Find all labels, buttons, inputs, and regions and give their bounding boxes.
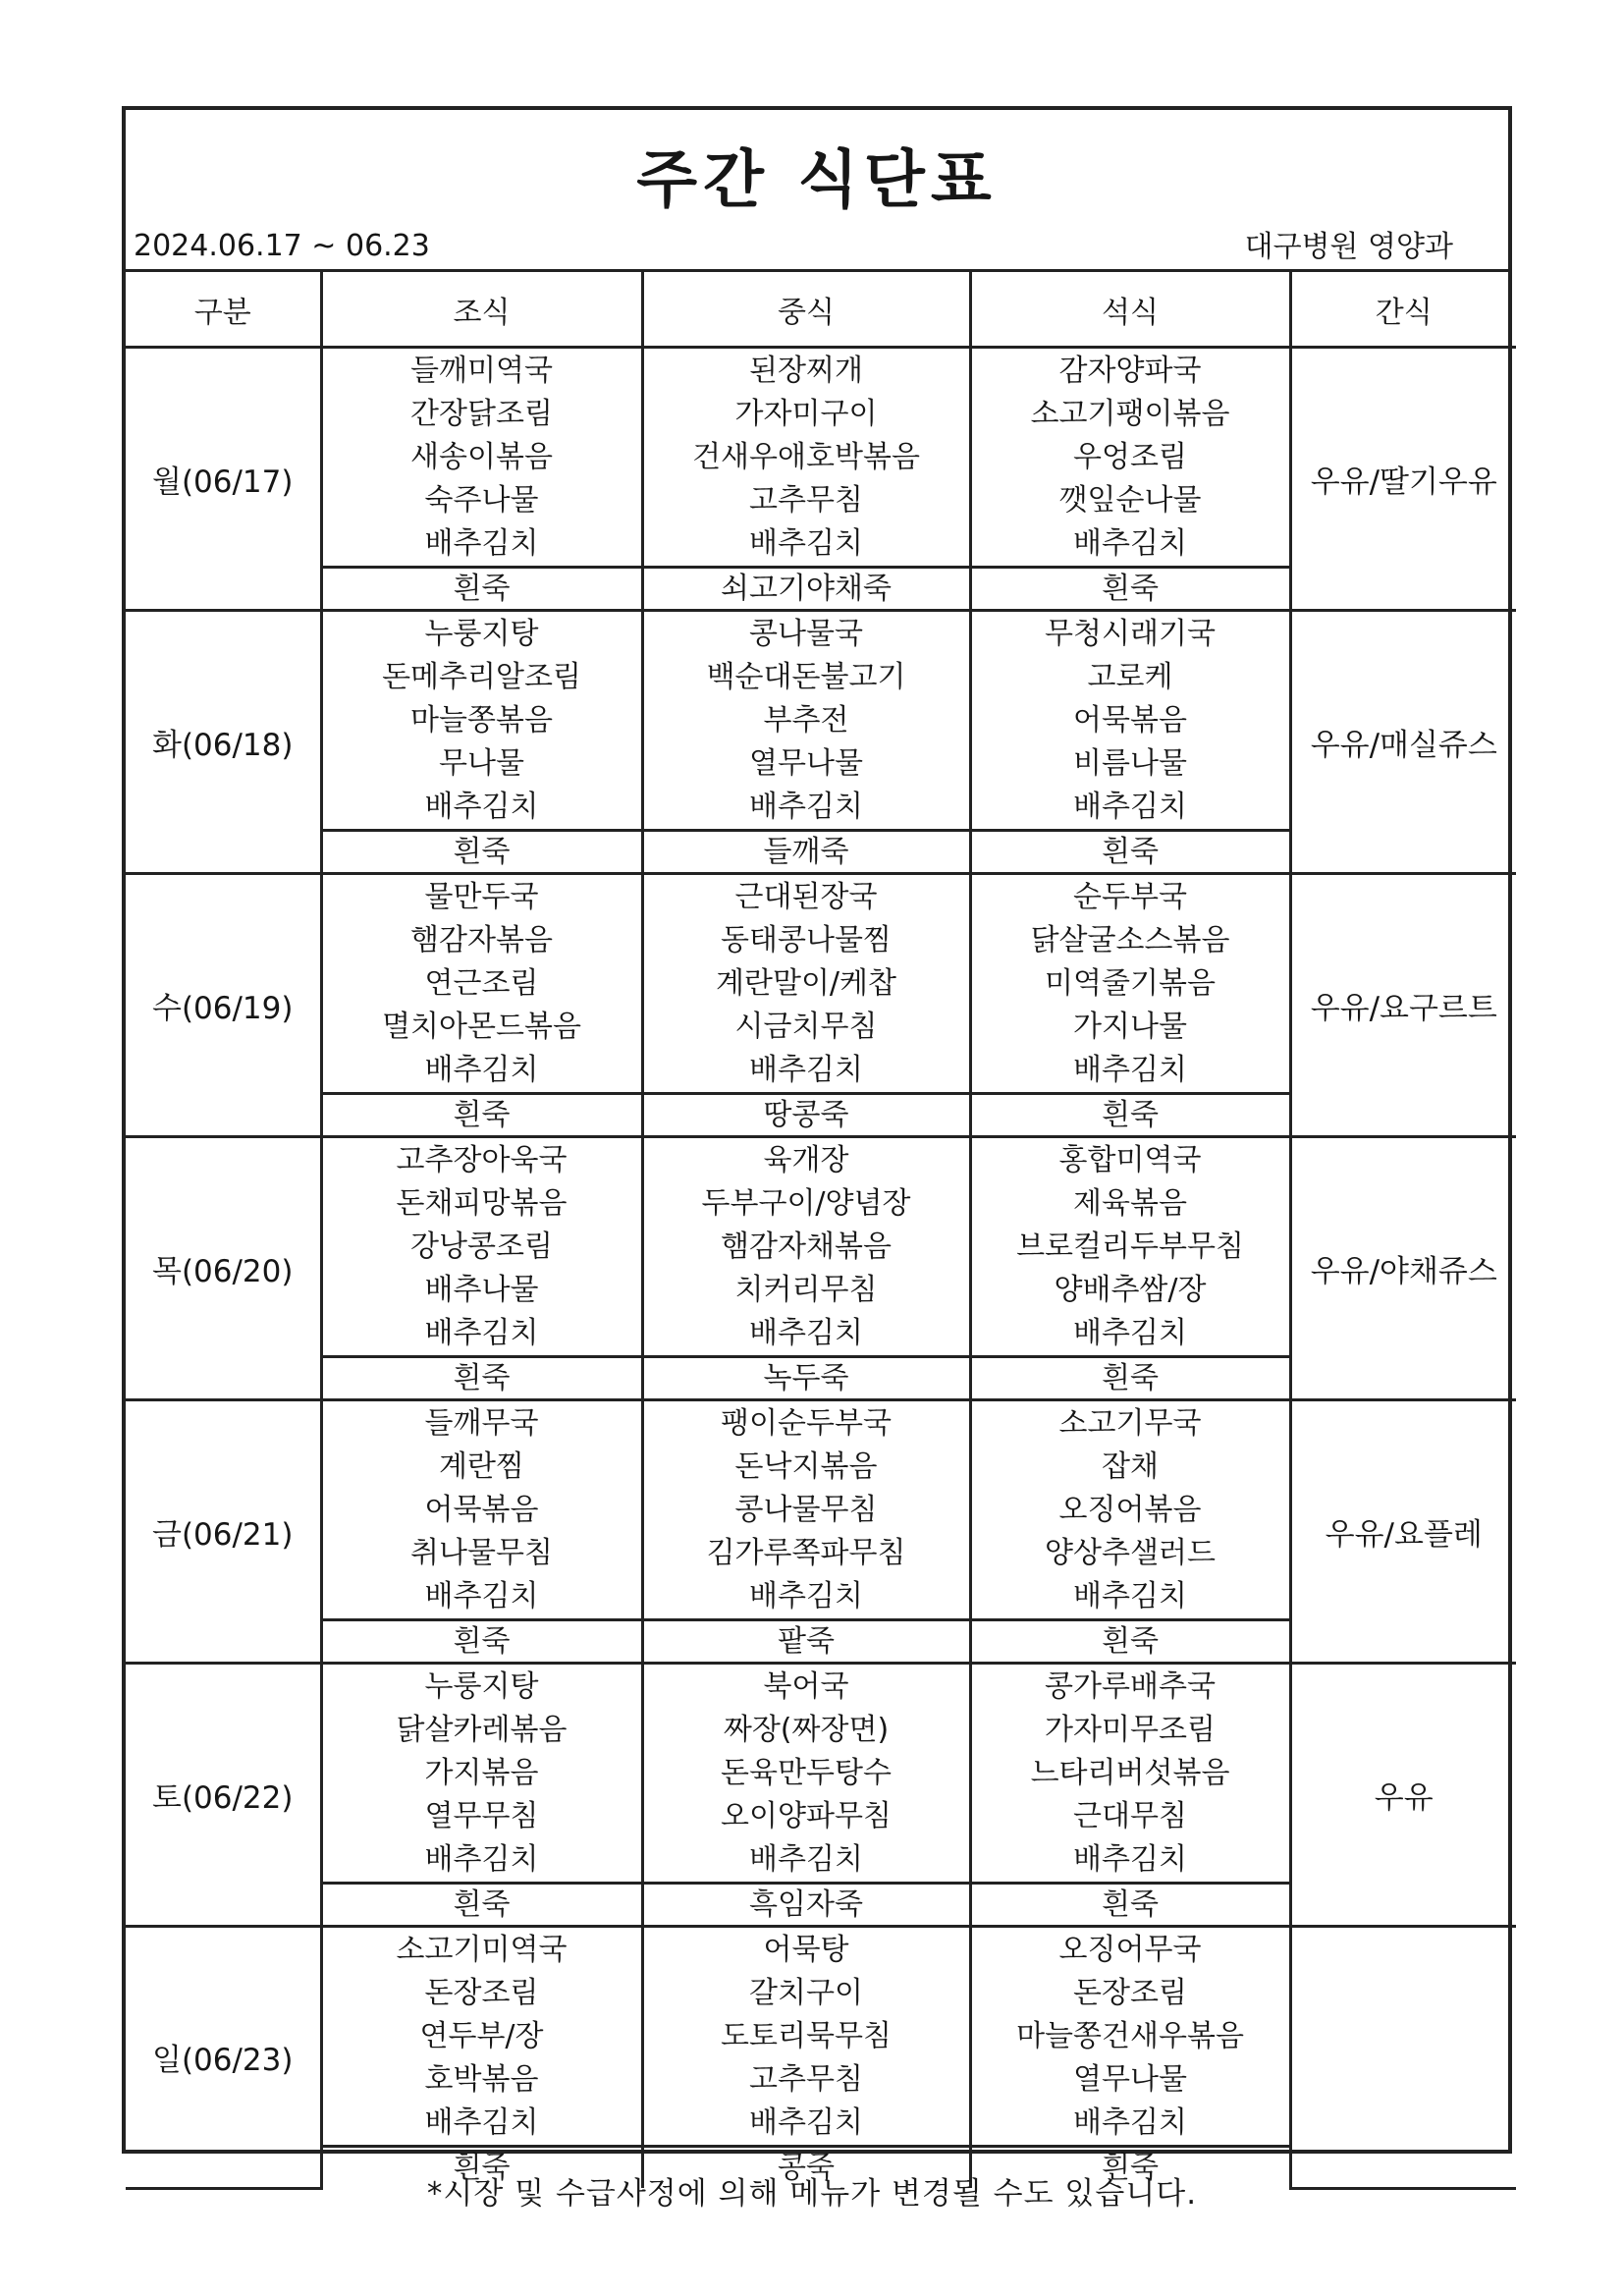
dinner-menu-item: 배추김치 [1073,2105,1187,2140]
dinner-cell [970,1927,1290,2147]
dinner-menu-item: 우엉조림 [1073,439,1187,474]
lunch-menu-item: 고추무침 [749,2061,863,2097]
menu-sheet [122,106,1512,2185]
day-label: 목(06/20) [126,1137,321,1400]
breakfast-menu-item: 배추김치 [424,1315,539,1350]
breakfast-menu-item: 호박볶음 [424,2061,539,2097]
day-row [126,1664,1516,1884]
lunch-cell [642,874,970,1094]
breakfast-cell [321,1137,642,1357]
dinner-menu-item: 닭살굴소스볶음 [1030,922,1230,957]
breakfast-menu-item: 돈채피망볶음 [396,1185,568,1221]
dinner-porridge: 흰죽 [970,2147,1290,2189]
breakfast-menu-item: 햄감자볶음 [410,922,553,957]
dinner-menu-item: 제육볶음 [1073,1185,1187,1221]
breakfast-menu-item: 배추김치 [424,525,539,561]
lunch-porridge: 땅콩죽 [642,1094,970,1137]
dinner-menu-item: 마늘쫑건새우볶음 [1016,2018,1244,2053]
lunch-menu-item: 된장찌개 [749,353,863,388]
lunch-menu-item: 햄감자채볶음 [721,1229,892,1264]
department-name: 대구병원 영양과 [1244,230,1453,264]
breakfast-menu-item: 무나물 [439,745,524,781]
dinner-menu-item: 브로컬리두부무침 [1016,1229,1244,1264]
lunch-cell [642,1137,970,1357]
breakfast-menu-item: 가지볶음 [424,1755,539,1790]
lunch-menu-item: 돈육만두탕수 [721,1755,892,1790]
lunch-menu-item: 배추김치 [749,1315,863,1350]
dinner-porridge: 흰죽 [970,831,1290,874]
lunch-menu-item: 계란말이/케찹 [716,965,896,1001]
breakfast-porridge: 흰죽 [321,568,642,611]
breakfast-menu-item: 고추장아욱국 [396,1142,568,1177]
day-row [126,1137,1516,1357]
dinner-menu-item: 양상추샐러드 [1045,1535,1216,1570]
breakfast-cell [321,1400,642,1620]
breakfast-menu-item: 배추김치 [424,1578,539,1613]
dinner-menu-item: 깻잎순나물 [1058,482,1202,518]
breakfast-menu-item: 닭살카레볶음 [396,1712,568,1747]
lunch-menu-item: 백순대돈불고기 [706,659,906,694]
lunch-menu-item: 배추김치 [749,2105,863,2140]
breakfast-menu-item: 배추김치 [424,2105,539,2140]
lunch-menu-item: 시금치무침 [734,1009,878,1044]
lunch-menu-item: 가자미구이 [734,396,878,431]
dinner-menu-item: 느타리버섯볶음 [1030,1755,1230,1790]
lunch-porridge: 들깨죽 [642,831,970,874]
column-header-breakfast: 조식 [321,272,642,348]
breakfast-menu-item: 들깨미역국 [410,353,553,388]
breakfast-menu-item: 배추나물 [424,1272,539,1307]
breakfast-menu-item: 숙주나물 [424,482,539,518]
lunch-menu-item: 부추전 [763,702,849,738]
dinner-menu-item: 배추김치 [1073,1315,1187,1350]
dinner-menu-item: 배추김치 [1073,1578,1187,1613]
column-header-lunch: 중식 [642,272,970,348]
lunch-porridge: 녹두죽 [642,1357,970,1400]
dinner-menu-item: 잡채 [1102,1449,1159,1484]
snack-cell: 우유/요플레 [1290,1400,1516,1664]
lunch-cell [642,1927,970,2147]
day-label: 일(06/23) [126,1927,321,2189]
breakfast-menu-item: 연두부/장 [419,2018,544,2053]
snack-cell: 우유/요구르트 [1290,874,1516,1137]
lunch-menu-item: 갈치구이 [749,1975,863,2010]
lunch-menu-item: 배추김치 [749,1578,863,1613]
day-label: 금(06/21) [126,1400,321,1664]
day-label: 수(06/19) [126,874,321,1137]
day-row [126,348,1516,568]
day-row [126,874,1516,1094]
day-row [126,1400,1516,1620]
breakfast-cell [321,1927,642,2147]
lunch-menu-item: 동태콩나물찜 [721,922,892,957]
lunch-porridge: 콩죽 [642,2147,970,2189]
lunch-porridge: 흑임자죽 [642,1884,970,1927]
dinner-menu-item: 미역줄기볶음 [1045,965,1216,1001]
page-title: 주간 식단표 [636,144,998,217]
day-row [126,1927,1516,2147]
lunch-menu-item: 열무나물 [749,745,863,781]
header-row [126,272,1516,348]
breakfast-cell [321,611,642,831]
breakfast-menu-item: 들깨무국 [424,1405,539,1441]
dinner-menu-item: 홍합미역국 [1058,1142,1202,1177]
lunch-menu-item: 오이양파무침 [721,1798,892,1833]
lunch-menu-item: 북어국 [763,1668,849,1704]
day-label: 토(06/22) [126,1664,321,1927]
day-label: 월(06/17) [126,348,321,611]
dinner-menu-item: 가지나물 [1073,1009,1187,1044]
breakfast-porridge: 흰죽 [321,1094,642,1137]
lunch-menu-item: 배추김치 [749,525,863,561]
lunch-menu-item: 팽이순두부국 [721,1405,892,1441]
dinner-porridge: 흰죽 [970,1357,1290,1400]
lunch-menu-item: 콩나물국 [749,616,863,651]
breakfast-menu-item: 누룽지탕 [424,1668,539,1704]
dinner-porridge: 흰죽 [970,568,1290,611]
dinner-cell [970,1400,1290,1620]
lunch-menu-item: 육개장 [763,1142,849,1177]
dinner-menu-item: 가자미무조림 [1045,1712,1216,1747]
dinner-menu-item: 소고기팽이볶음 [1030,396,1230,431]
lunch-menu-item: 콩나물무침 [734,1492,878,1527]
lunch-cell [642,1664,970,1884]
breakfast-menu-item: 마늘쫑볶음 [410,702,553,738]
breakfast-menu-item: 소고기미역국 [396,1932,568,1967]
breakfast-menu-item: 계란찜 [439,1449,524,1484]
dinner-menu-item: 콩가루배추국 [1045,1668,1216,1704]
day-row [126,611,1516,831]
dinner-cell [970,348,1290,568]
column-header-snack: 간식 [1290,272,1516,348]
lunch-menu-item: 도토리묵무침 [721,2018,892,2053]
breakfast-menu-item: 배추김치 [424,1841,539,1877]
dinner-menu-item: 무청시래기국 [1045,616,1216,651]
breakfast-menu-item: 물만두국 [424,879,539,914]
lunch-cell [642,348,970,568]
dinner-cell [970,1664,1290,1884]
breakfast-menu-item: 누룽지탕 [424,616,539,651]
title-row [126,110,1508,272]
lunch-cell [642,611,970,831]
breakfast-menu-item: 열무무침 [424,1798,539,1833]
lunch-menu-item: 짜장(짜장면) [723,1712,890,1747]
breakfast-menu-item: 연근조림 [424,965,539,1001]
dinner-cell [970,611,1290,831]
breakfast-menu-item: 새송이볶음 [410,439,553,474]
breakfast-menu-item: 배추김치 [424,789,539,824]
lunch-menu-item: 김가루쪽파무침 [706,1535,906,1570]
dinner-menu-item: 배추김치 [1073,789,1187,824]
breakfast-menu-item: 배추김치 [424,1052,539,1087]
breakfast-cell [321,1664,642,1884]
lunch-menu-item: 배추김치 [749,1841,863,1877]
day-label: 화(06/18) [126,611,321,874]
lunch-menu-item: 두부구이/양념장 [701,1185,911,1221]
lunch-porridge: 쇠고기야채죽 [642,568,970,611]
dinner-menu-item: 오징어볶음 [1058,1492,1202,1527]
lunch-cell [642,1400,970,1620]
breakfast-menu-item: 멸치아몬드볶음 [382,1009,581,1044]
breakfast-porridge: 흰죽 [321,1884,642,1927]
column-header-dinner: 석식 [970,272,1290,348]
breakfast-cell [321,348,642,568]
lunch-menu-item: 근대된장국 [734,879,878,914]
dinner-menu-item: 돈장조림 [1073,1975,1187,2010]
breakfast-menu-item: 어묵볶음 [424,1492,539,1527]
snack-cell: 우유/야채쥬스 [1290,1137,1516,1400]
breakfast-porridge: 흰죽 [321,1620,642,1664]
breakfast-menu-item: 간장닭조림 [410,396,553,431]
dinner-menu-item: 배추김치 [1073,1052,1187,1087]
footer-note: *시장 및 수급사정에 의해 메뉴가 변경될 수도 있습니다. [426,2176,1198,2212]
breakfast-menu-item: 돈메추리알조림 [382,659,581,694]
snack-cell [1290,1927,1516,2189]
lunch-menu-item: 건새우애호박볶음 [692,439,920,474]
lunch-menu-item: 돈낙지볶음 [734,1449,878,1484]
dinner-porridge: 흰죽 [970,1884,1290,1927]
dinner-menu-item: 어묵볶음 [1073,702,1187,738]
dinner-porridge: 흰죽 [970,1620,1290,1664]
breakfast-cell [321,874,642,1094]
dinner-menu-item: 소고기무국 [1058,1405,1202,1441]
breakfast-menu-item: 취나물무침 [410,1535,553,1570]
dinner-menu-item: 근대무침 [1073,1798,1187,1833]
breakfast-menu-item: 강낭콩조림 [410,1229,553,1264]
column-header-category: 구분 [126,272,321,348]
breakfast-porridge: 흰죽 [321,2147,642,2189]
snack-cell: 우유 [1290,1664,1516,1927]
dinner-menu-item: 순두부국 [1073,879,1187,914]
lunch-menu-item: 고추무침 [749,482,863,518]
lunch-menu-item: 치커리무침 [734,1272,878,1307]
date-range: 2024.06.17 ~ 06.23 [134,229,430,263]
dinner-menu-item: 열무나물 [1073,2061,1187,2097]
dinner-menu-item: 배추김치 [1073,525,1187,561]
lunch-menu-item: 배추김치 [749,1052,863,1087]
dinner-menu-item: 배추김치 [1073,1841,1187,1877]
breakfast-porridge: 흰죽 [321,831,642,874]
dinner-porridge: 흰죽 [970,1094,1290,1137]
snack-cell: 우유/매실쥬스 [1290,611,1516,874]
dinner-menu-item: 오징어무국 [1058,1932,1202,1967]
snack-cell: 우유/딸기우유 [1290,348,1516,611]
dinner-cell [970,1137,1290,1357]
lunch-menu-item: 어묵탕 [763,1932,849,1967]
lunch-menu-item: 배추김치 [749,789,863,824]
dinner-menu-item: 양배추쌈/장 [1054,1272,1207,1307]
lunch-porridge: 팥죽 [642,1620,970,1664]
weekly-menu-table [126,272,1516,2190]
dinner-menu-item: 감자양파국 [1058,353,1202,388]
breakfast-porridge: 흰죽 [321,1357,642,1400]
dinner-menu-item: 비름나물 [1073,745,1187,781]
menu-table-body [126,272,1516,2188]
breakfast-menu-item: 돈장조림 [424,1975,539,2010]
dinner-menu-item: 고로케 [1087,659,1173,694]
dinner-cell [970,874,1290,1094]
